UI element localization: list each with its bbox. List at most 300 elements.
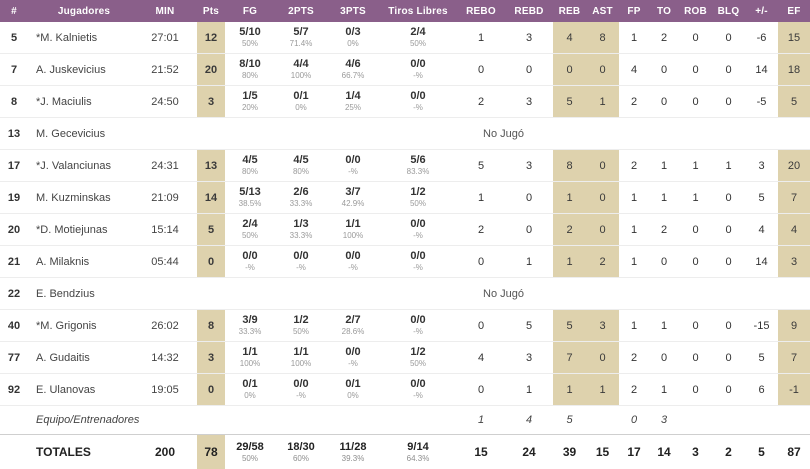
row-2pts-pct: 33.3% [275,200,327,208]
row-number: 40 [0,310,28,342]
table-row[interactable] [0,182,810,214]
row-3pts [327,150,379,182]
row-2pts-made: 4/5 [275,155,327,167]
coach-ast [586,406,619,435]
row-2pts [275,86,327,118]
row-3pts [327,342,379,374]
totals-fg-made: 29/58 [225,441,275,453]
row-to: 2 [649,22,679,54]
row-fg [225,54,275,86]
row-to: 0 [649,86,679,118]
row-free-throws-pct: 50% [379,200,457,208]
col-header-pts[interactable]: Pts [197,0,225,22]
row-3pts-pct: 100% [327,232,379,240]
row-pts: 12 [197,22,225,54]
player-name[interactable]: E. Ulanovas [28,374,140,406]
player-name[interactable]: *M. Kalnietis [28,22,140,54]
row-ast: 2 [586,246,619,278]
coach-3pts [327,406,379,435]
row-min: 19:05 [140,374,190,406]
row-free-throws-pct: -% [379,104,457,112]
row-free-throws-pct: 50% [379,40,457,48]
row-pts: 14 [197,182,225,214]
coach-pts [197,406,225,435]
coach-to: 3 [649,406,679,435]
row-rebd: 3 [505,22,553,54]
row-number: 5 [0,22,28,54]
row-3pts-made: 0/0 [327,347,379,359]
row-fg [225,182,275,214]
row-fp: 2 [619,86,649,118]
row-plusminus: -15 [745,310,778,342]
table-row[interactable] [0,246,810,278]
row-rebd: 5 [505,310,553,342]
player-name[interactable]: *J. Maciulis [28,86,140,118]
row-blq: 0 [712,54,745,86]
coach-fg [225,406,275,435]
totals-fg-pct: 50% [225,454,275,463]
row-rebo: 4 [457,342,505,374]
row-fg [225,214,275,246]
row-pts: 0 [197,374,225,406]
row-pts: 0 [197,246,225,278]
row-fp: 1 [619,246,649,278]
row-rob: 0 [679,342,712,374]
col-header-2pts[interactable]: 2PTS [275,0,327,22]
row-fp: 2 [619,150,649,182]
totals-ft [379,435,457,469]
coach-reb: 5 [553,406,586,435]
col-header-gap [190,0,197,22]
row-free-throws-pct: -% [379,328,457,336]
row-fp: 4 [619,54,649,86]
totals-rebd: 24 [505,435,553,469]
totals-reb: 39 [553,435,586,469]
row-min: 21:09 [140,182,190,214]
col-header-to[interactable]: TO [649,0,679,22]
row-free-throws-made: 0/0 [379,91,457,103]
row-blq: 1 [712,150,745,182]
table-row[interactable] [0,374,810,406]
totals-row [0,435,810,469]
row-rebo: 5 [457,150,505,182]
row-2pts-pct: 80% [275,168,327,176]
row-rebo: 0 [457,374,505,406]
row-min: 26:02 [140,310,190,342]
row-rebd: 0 [505,182,553,214]
col-header-free-throws[interactable]: Tiros Libres [379,0,457,22]
totals-ft-made: 9/14 [379,441,457,453]
player-name[interactable]: *J. Valanciunas [28,150,140,182]
col-header-min[interactable]: MIN [140,0,190,22]
row-pts: 13 [197,150,225,182]
row-ef: 7 [778,182,810,214]
row-gap [190,54,197,86]
row-2pts-made: 2/6 [275,187,327,199]
col-header-reb[interactable]: REB [553,0,586,22]
row-free-throws-pct: -% [379,264,457,272]
row-3pts [327,54,379,86]
row-rebd: 1 [505,374,553,406]
table-row[interactable] [0,22,810,54]
row-2pts-made: 1/1 [275,347,327,359]
row-number: 19 [0,182,28,214]
row-rebd: 0 [505,54,553,86]
row-to: 1 [649,150,679,182]
row-3pts [327,246,379,278]
coach-label: Equipo/Entrenadores [28,406,140,435]
row-2pts-pct: 50% [275,328,327,336]
row-2pts [275,22,327,54]
col-header-ast[interactable]: AST [586,0,619,22]
row-3pts [327,86,379,118]
col-header-fg[interactable]: FG [225,0,275,22]
table-row[interactable] [0,342,810,374]
row-pts: 20 [197,54,225,86]
row-free-throws-made: 0/0 [379,219,457,231]
row-free-throws-pct: -% [379,392,457,400]
col-header-number[interactable]: # [0,0,28,22]
row-plusminus: 5 [745,182,778,214]
row-pts: 5 [197,214,225,246]
row-3pts-made: 2/7 [327,315,379,327]
row-gap [190,86,197,118]
row-3pts [327,22,379,54]
player-name[interactable]: A. Milaknis [28,246,140,278]
table-row[interactable] [0,118,810,150]
row-3pts [327,374,379,406]
col-header-players[interactable]: Jugadores [28,0,140,22]
row-2pts [275,150,327,182]
row-ef: 18 [778,54,810,86]
row-fp: 1 [619,182,649,214]
totals-number [0,435,28,469]
player-name[interactable]: M. Kuzminskas [28,182,140,214]
row-fg-made: 1/5 [225,91,275,103]
row-fg-pct: 80% [225,72,275,80]
row-plusminus: 6 [745,374,778,406]
row-3pts-made: 0/1 [327,379,379,391]
table-row[interactable] [0,310,810,342]
row-to: 1 [649,310,679,342]
row-free-throws [379,310,457,342]
team-coaches-row [0,406,810,435]
col-header-3pts[interactable]: 3PTS [327,0,379,22]
player-name[interactable]: *D. Motiejunas [28,214,140,246]
row-gap [190,22,197,54]
row-free-throws [379,22,457,54]
table-row[interactable] [0,150,810,182]
row-fp: 1 [619,310,649,342]
row-2pts-made: 0/0 [275,379,327,391]
row-free-throws [379,374,457,406]
row-ef: 4 [778,214,810,246]
coach-number [0,406,28,435]
row-rob: 1 [679,182,712,214]
coach-plusminus [745,406,778,435]
row-to: 0 [649,246,679,278]
row-fg-made: 1/1 [225,347,275,359]
player-name[interactable]: A. Gudaitis [28,342,140,374]
row-ef: 20 [778,150,810,182]
totals-fp: 17 [619,435,649,469]
row-free-throws-pct: -% [379,72,457,80]
row-fg-pct: 50% [225,40,275,48]
row-gap [190,246,197,278]
totals-2pts [275,435,327,469]
row-fg [225,342,275,374]
row-fp: 1 [619,22,649,54]
totals-3pts-made: 11/28 [327,441,379,453]
totals-plusminus: 5 [745,435,778,469]
row-number: 17 [0,150,28,182]
row-3pts-pct: 28.6% [327,328,379,336]
row-free-throws [379,214,457,246]
row-to: 1 [649,374,679,406]
row-gap [190,342,197,374]
col-header-plusminus[interactable]: +/- [745,0,778,22]
coach-fp: 0 [619,406,649,435]
row-fg-pct: 0% [225,392,275,400]
row-3pts-made: 0/3 [327,27,379,39]
coach-min [140,406,190,435]
row-to: 1 [649,182,679,214]
row-2pts [275,182,327,214]
row-2pts-made: 1/2 [275,315,327,327]
row-blq: 0 [712,214,745,246]
row-free-throws [379,150,457,182]
row-rebo: 1 [457,182,505,214]
totals-3pts [327,435,379,469]
row-2pts-pct: 100% [275,360,327,368]
row-number: 7 [0,54,28,86]
row-plusminus: 3 [745,150,778,182]
row-free-throws [379,54,457,86]
player-name[interactable]: A. Juskevicius [28,54,140,86]
row-rebo: 0 [457,310,505,342]
row-gap [190,278,197,310]
row-fg-made: 5/10 [225,27,275,39]
row-min [140,118,190,150]
row-3pts [327,214,379,246]
row-ef: 5 [778,86,810,118]
row-free-throws-made: 1/2 [379,187,457,199]
row-min: 24:31 [140,150,190,182]
row-pts: 8 [197,310,225,342]
row-rebd: 3 [505,150,553,182]
row-pts: 3 [197,342,225,374]
player-name[interactable]: M. Gecevicius [28,118,140,150]
row-rob: 0 [679,54,712,86]
row-rob: 0 [679,374,712,406]
row-fg-pct: 33.3% [225,328,275,336]
row-ast: 0 [586,214,619,246]
row-blq: 0 [712,22,745,54]
row-ast: 1 [586,374,619,406]
row-free-throws-made: 5/6 [379,155,457,167]
row-free-throws-made: 0/0 [379,315,457,327]
row-2pts-made: 5/7 [275,27,327,39]
row-reb: 1 [553,374,586,406]
col-header-blq[interactable]: BLQ [712,0,745,22]
row-blq: 0 [712,246,745,278]
coach-ft [379,406,457,435]
row-fg-pct: 100% [225,360,275,368]
row-3pts-made: 3/7 [327,187,379,199]
row-2pts-made: 0/0 [275,251,327,263]
row-fg [225,86,275,118]
row-fg [225,246,275,278]
col-header-fp[interactable]: FP [619,0,649,22]
row-min: 05:44 [140,246,190,278]
row-rob: 0 [679,214,712,246]
row-number: 77 [0,342,28,374]
row-rebo: 1 [457,22,505,54]
row-rebo: 2 [457,214,505,246]
row-rob: 0 [679,310,712,342]
col-header-rebd[interactable]: REBD [505,0,553,22]
col-header-rob[interactable]: ROB [679,0,712,22]
row-3pts-pct: 66.7% [327,72,379,80]
did-not-play-note: No Jugó [197,118,810,150]
totals-rob: 3 [679,435,712,469]
row-2pts [275,214,327,246]
row-ef: 7 [778,342,810,374]
row-free-throws-pct: -% [379,232,457,240]
row-2pts-pct: -% [275,392,327,400]
coach-blq [712,406,745,435]
row-3pts [327,182,379,214]
row-min: 24:50 [140,86,190,118]
row-fg [225,22,275,54]
row-3pts-pct: -% [327,168,379,176]
row-rebo: 0 [457,246,505,278]
row-reb: 2 [553,214,586,246]
row-plusminus: -6 [745,22,778,54]
totals-min: 200 [140,435,190,469]
row-2pts [275,342,327,374]
table-row[interactable] [0,214,810,246]
row-3pts-made: 1/4 [327,91,379,103]
row-2pts-pct: -% [275,264,327,272]
totals-blq: 2 [712,435,745,469]
row-2pts-made: 4/4 [275,59,327,71]
row-ast: 1 [586,86,619,118]
row-fg-pct: 50% [225,232,275,240]
row-ef: 15 [778,22,810,54]
totals-ef: 87 [778,435,810,469]
row-3pts-pct: -% [327,360,379,368]
row-free-throws-pct: 83.3% [379,168,457,176]
row-plusminus: 14 [745,54,778,86]
row-reb: 5 [553,310,586,342]
row-fg-pct: 38.5% [225,200,275,208]
row-rob: 1 [679,150,712,182]
row-reb: 7 [553,342,586,374]
col-header-rebo[interactable]: REBO [457,0,505,22]
row-fp: 2 [619,342,649,374]
row-fg-made: 3/9 [225,315,275,327]
totals-label: TOTALES [28,435,140,469]
row-plusminus: 4 [745,214,778,246]
row-reb: 1 [553,182,586,214]
row-min: 21:52 [140,54,190,86]
row-blq: 0 [712,374,745,406]
row-2pts [275,374,327,406]
row-blq: 0 [712,342,745,374]
table-row[interactable] [0,54,810,86]
row-blq: 0 [712,182,745,214]
row-rob: 0 [679,86,712,118]
table-row[interactable] [0,86,810,118]
row-number: 20 [0,214,28,246]
row-fg-pct: 20% [225,104,275,112]
row-rob: 0 [679,22,712,54]
row-blq: 0 [712,310,745,342]
totals-2pts-pct: 60% [275,454,327,463]
row-blq: 0 [712,86,745,118]
row-number: 21 [0,246,28,278]
row-rebd: 3 [505,86,553,118]
row-2pts [275,54,327,86]
row-3pts-pct: 42.9% [327,200,379,208]
row-ast: 0 [586,342,619,374]
row-free-throws [379,246,457,278]
coach-ef [778,406,810,435]
row-gap [190,118,197,150]
row-reb: 5 [553,86,586,118]
row-free-throws-made: 0/0 [379,59,457,71]
row-pts: 3 [197,86,225,118]
row-fg-made: 0/1 [225,379,275,391]
row-2pts-pct: 100% [275,72,327,80]
row-fg-made: 5/13 [225,187,275,199]
player-name[interactable]: *M. Grigonis [28,310,140,342]
row-2pts-made: 0/1 [275,91,327,103]
row-3pts [327,310,379,342]
row-fg-pct: 80% [225,168,275,176]
row-3pts-pct: 0% [327,40,379,48]
row-reb: 8 [553,150,586,182]
player-name[interactable]: E. Bendzius [28,278,140,310]
row-3pts-made: 1/1 [327,219,379,231]
row-plusminus: -5 [745,86,778,118]
row-fg-made: 0/0 [225,251,275,263]
row-ef: 9 [778,310,810,342]
row-gap [190,214,197,246]
totals-ast: 15 [586,435,619,469]
table-row[interactable] [0,278,810,310]
totals-2pts-made: 18/30 [275,441,327,453]
row-free-throws-made: 2/4 [379,27,457,39]
row-min: 27:01 [140,22,190,54]
row-free-throws [379,86,457,118]
row-min: 15:14 [140,214,190,246]
row-2pts-pct: 71.4% [275,40,327,48]
row-fp: 1 [619,214,649,246]
row-gap [190,310,197,342]
row-number: 22 [0,278,28,310]
row-fg [225,374,275,406]
row-free-throws [379,182,457,214]
row-2pts-pct: 33.3% [275,232,327,240]
row-3pts-pct: -% [327,264,379,272]
col-header-ef[interactable]: EF [778,0,810,22]
row-ast: 0 [586,182,619,214]
row-free-throws-made: 1/2 [379,347,457,359]
totals-pts: 78 [197,435,225,469]
row-2pts [275,310,327,342]
